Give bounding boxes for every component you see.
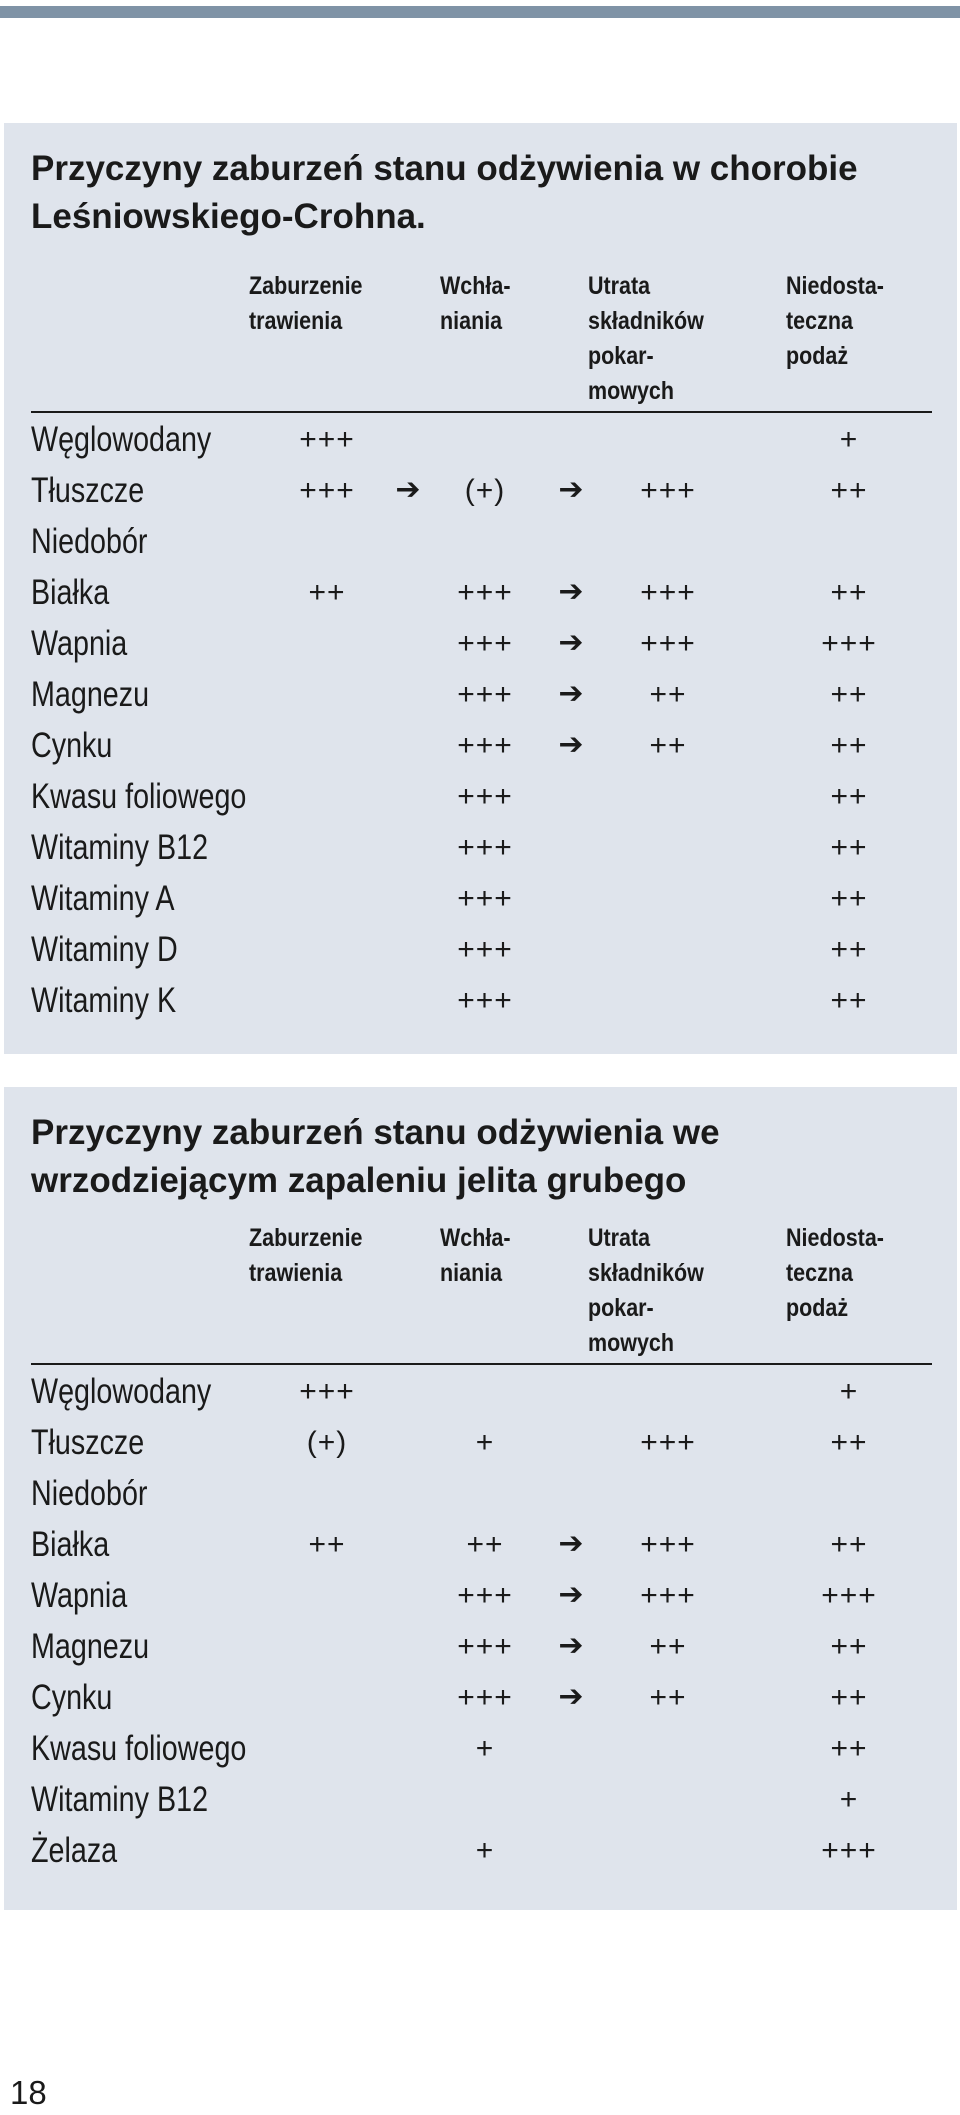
cell-absorption: +++ (457, 780, 513, 813)
row-label: Witaminy D (31, 930, 178, 969)
cell-absorption: (+) (464, 474, 506, 507)
cell-absorption: + (475, 1426, 495, 1459)
cell-insufficient-intake: + (839, 423, 859, 456)
cell-digestion: ++ (308, 1528, 346, 1561)
row-label: Węglowodany (31, 420, 212, 459)
arrow-icon: ➔ (558, 575, 584, 608)
cell-insufficient-intake: ++ (830, 1681, 868, 1714)
table-row (4, 1621, 957, 1672)
arrow-icon: ➔ (558, 1578, 584, 1611)
arrow-icon: ➔ (558, 1527, 584, 1560)
row-label: Cynku (31, 1678, 113, 1717)
cell-insufficient-intake: +++ (821, 627, 877, 660)
cell-absorption: +++ (457, 984, 513, 1017)
row-label: Węglowodany (31, 1372, 212, 1411)
table-row (4, 771, 957, 822)
cell-nutrient-loss: ++ (649, 729, 687, 762)
cell-insufficient-intake: ++ (830, 780, 868, 813)
cell-digestion: +++ (299, 423, 355, 456)
section-title: Przyczyny zaburzeń stanu odżywienia we wrzodziejącym zapaleniu jelita grubego (31, 1113, 720, 1200)
col-header-absorption: Wchła- niania (440, 1224, 511, 1287)
top-color-bar (0, 6, 960, 18)
cell-absorption: +++ (457, 729, 513, 762)
table-row (4, 516, 957, 567)
table-row (4, 873, 957, 924)
cell-insufficient-intake: ++ (830, 576, 868, 609)
row-label: Witaminy A (31, 879, 175, 918)
table-row (4, 924, 957, 975)
table-row (4, 465, 957, 516)
cell-absorption: ++ (466, 1528, 504, 1561)
cell-absorption: +++ (457, 1630, 513, 1663)
arrow-icon: ➔ (558, 1680, 584, 1713)
col-header-nutrient-loss: Utrata składników pokar- mowych (588, 1224, 704, 1357)
row-label: Cynku (31, 726, 113, 765)
uc-table-panel (4, 1087, 957, 1910)
cell-digestion: (+) (306, 1426, 348, 1459)
table-row (4, 669, 957, 720)
row-label: Wapnia (31, 1576, 128, 1615)
table-row (4, 1366, 957, 1417)
header-rule (31, 411, 932, 413)
cell-insufficient-intake: ++ (830, 729, 868, 762)
cell-absorption: +++ (457, 627, 513, 660)
cell-insufficient-intake: ++ (830, 933, 868, 966)
col-header-nutrient-loss: Utrata składników pokar- mowych (588, 272, 704, 405)
cell-absorption: + (475, 1834, 495, 1867)
cell-insufficient-intake: ++ (830, 678, 868, 711)
table-row (4, 1774, 957, 1825)
cell-nutrient-loss: +++ (640, 576, 696, 609)
page-number: 18 (10, 2074, 47, 2111)
table-row (4, 822, 957, 873)
row-label: Tłuszcze (31, 471, 145, 510)
table-row (4, 720, 957, 771)
table-row (4, 975, 957, 1026)
cell-insufficient-intake: +++ (821, 1834, 877, 1867)
row-label: Magnezu (31, 675, 150, 714)
cell-insufficient-intake: + (839, 1783, 859, 1816)
cell-nutrient-loss: +++ (640, 1528, 696, 1561)
row-label: Białka (31, 1525, 110, 1564)
row-label: Białka (31, 573, 110, 612)
arrow-icon: ➔ (395, 473, 421, 506)
arrow-icon: ➔ (558, 626, 584, 659)
header-rule (31, 1363, 932, 1365)
cell-nutrient-loss: +++ (640, 627, 696, 660)
cell-insufficient-intake: + (839, 1375, 859, 1408)
cell-absorption: +++ (457, 1579, 513, 1612)
table-row (4, 1723, 957, 1774)
cell-digestion: +++ (299, 1375, 355, 1408)
row-label: Witaminy K (31, 981, 177, 1020)
row-label: Niedobór (31, 522, 148, 561)
row-label: Witaminy B12 (31, 828, 209, 867)
col-header-insufficient-intake: Niedosta- teczna podaż (786, 272, 884, 370)
table-row (4, 1468, 957, 1519)
cell-absorption: +++ (457, 678, 513, 711)
cell-insufficient-intake: +++ (821, 1579, 877, 1612)
row-label: Kwasu foliowego (31, 777, 247, 816)
cell-nutrient-loss: ++ (649, 1681, 687, 1714)
cell-insufficient-intake: ++ (830, 1528, 868, 1561)
cell-nutrient-loss: +++ (640, 1426, 696, 1459)
table-row (4, 618, 957, 669)
table-row (4, 1519, 957, 1570)
cell-insufficient-intake: ++ (830, 474, 868, 507)
cell-nutrient-loss: +++ (640, 474, 696, 507)
row-label: Wapnia (31, 624, 128, 663)
row-label: Tłuszcze (31, 1423, 145, 1462)
row-label: Witaminy B12 (31, 1780, 209, 1819)
row-label: Żelaza (31, 1831, 118, 1870)
cell-nutrient-loss: +++ (640, 1579, 696, 1612)
table-row (4, 414, 957, 465)
cell-insufficient-intake: ++ (830, 882, 868, 915)
cell-nutrient-loss: ++ (649, 1630, 687, 1663)
cell-absorption: + (475, 1732, 495, 1765)
cell-absorption: +++ (457, 1681, 513, 1714)
row-label: Magnezu (31, 1627, 150, 1666)
arrow-icon: ➔ (558, 1629, 584, 1662)
arrow-icon: ➔ (558, 473, 584, 506)
row-label: Kwasu foliowego (31, 1729, 247, 1768)
cell-insufficient-intake: ++ (830, 984, 868, 1017)
table-row (4, 1825, 957, 1876)
table-row (4, 1417, 957, 1468)
col-header-insufficient-intake: Niedosta- teczna podaż (786, 1224, 884, 1322)
cell-digestion: +++ (299, 474, 355, 507)
cell-nutrient-loss: ++ (649, 678, 687, 711)
arrow-icon: ➔ (558, 728, 584, 761)
cell-absorption: +++ (457, 933, 513, 966)
cell-absorption: +++ (457, 576, 513, 609)
cell-insufficient-intake: ++ (830, 1426, 868, 1459)
table-row (4, 1672, 957, 1723)
section-title: Przyczyny zaburzeń stanu odżywienia w chorobie Leśniowskiego-Crohna. (31, 149, 858, 236)
cell-absorption: +++ (457, 831, 513, 864)
cell-insufficient-intake: ++ (830, 1630, 868, 1663)
table-row (4, 567, 957, 618)
col-header-digestion: Zaburzenie trawienia (249, 1224, 363, 1287)
table-row (4, 1570, 957, 1621)
cell-insufficient-intake: ++ (830, 831, 868, 864)
crohn-table-panel (4, 123, 957, 1054)
arrow-icon: ➔ (558, 677, 584, 710)
cell-digestion: ++ (308, 576, 346, 609)
cell-absorption: +++ (457, 882, 513, 915)
col-header-digestion: Zaburzenie trawienia (249, 272, 363, 335)
cell-insufficient-intake: ++ (830, 1732, 868, 1765)
col-header-absorption: Wchła- niania (440, 272, 511, 335)
row-label: Niedobór (31, 1474, 148, 1513)
